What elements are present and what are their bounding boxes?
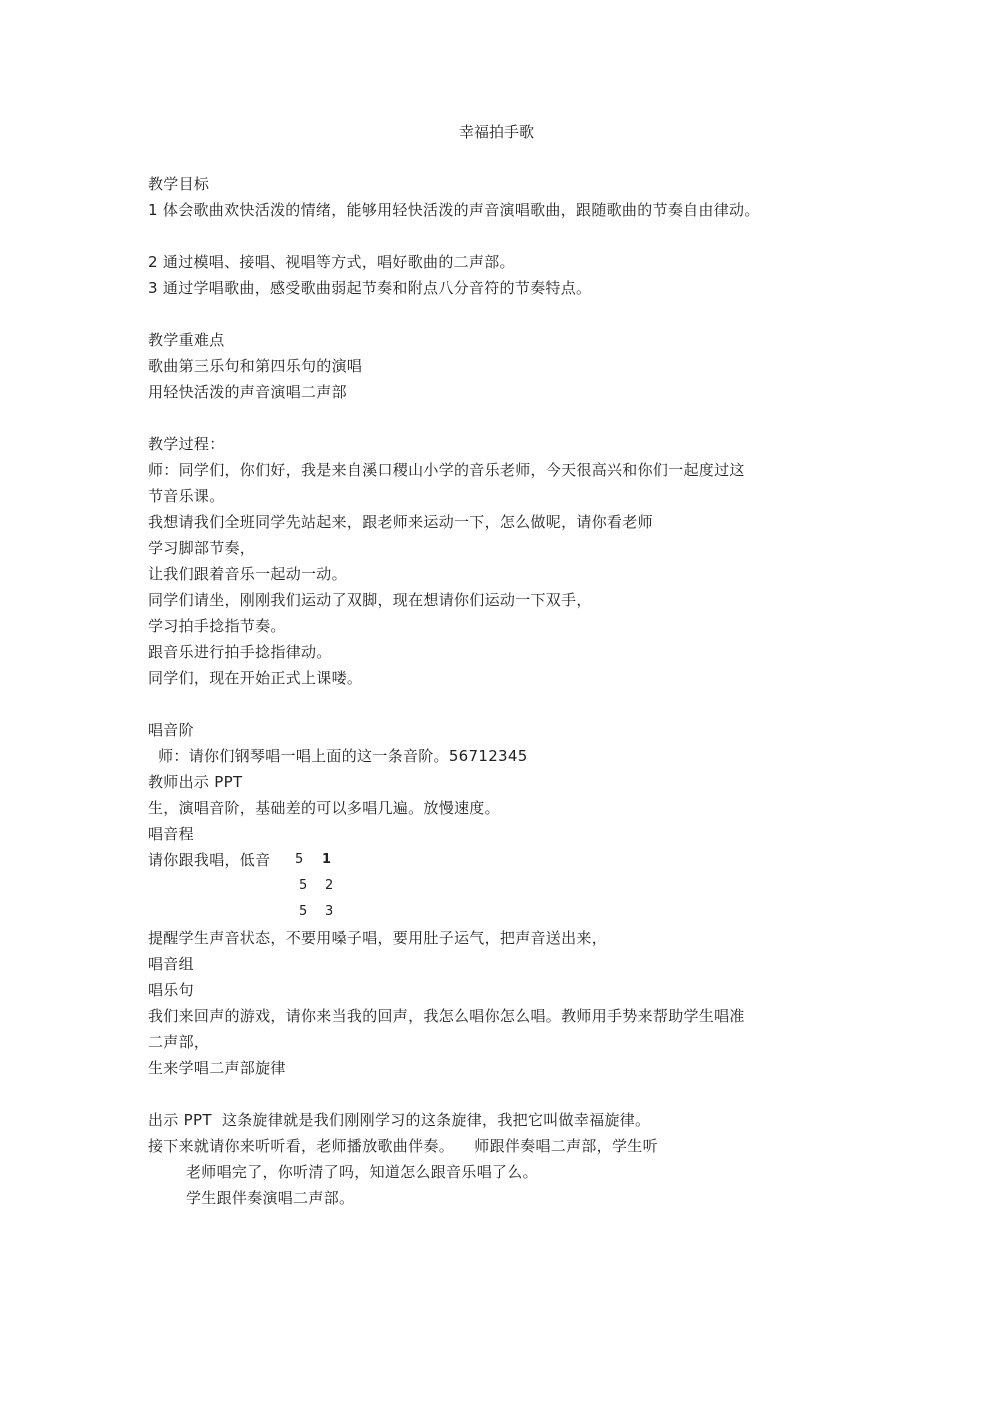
key-point-item-2: 用轻快活泼的声音演唱二声部 xyxy=(148,383,347,401)
scale-line-3: 生，演唱音阶，基础差的可以多唱几遍。放慢速度。 xyxy=(148,799,500,817)
interval-high-3: 3 xyxy=(325,904,334,919)
process-line-9: 同学们，现在开始正式上课喽。 xyxy=(148,669,363,687)
phrase-line-3: 生来学唱二声部旋律 xyxy=(148,1059,286,1077)
ending-line-1: 出示 PPT 这条旋律就是我们刚刚学习的这条旋律，我把它叫做幸福旋律。 xyxy=(148,1111,651,1129)
objective-item-3: 3 通过学唱歌曲，感受歌曲弱起节奏和附点八分音符的节奏特点。 xyxy=(148,279,592,297)
phrase-line-2: 二声部， xyxy=(148,1033,210,1051)
interval-low-3: 5 xyxy=(299,904,308,919)
scale-line-1: 师：请你们钢琴唱一唱上面的这一条音阶。56712345 xyxy=(148,747,528,765)
interval-high-2: 2 xyxy=(325,878,334,893)
group-heading: 唱音组 xyxy=(148,955,194,973)
process-line-8: 跟音乐进行拍手捻指律动。 xyxy=(148,643,332,661)
phrase-line-1: 我们来回声的游戏，请你来当我的回声，我怎么唱你怎么唱。教师用手势来帮助学生唱准 xyxy=(148,1007,745,1025)
intervals-intro: 请你跟我唱，低音 xyxy=(148,851,271,869)
objectives-heading: 教学目标 xyxy=(148,175,210,193)
phrase-heading: 唱乐句 xyxy=(148,981,194,999)
interval-high-1: 1 xyxy=(322,852,332,867)
interval-low-2: 5 xyxy=(299,878,308,893)
process-line-4: 学习脚部节奏， xyxy=(148,539,256,557)
key-point-item-1: 歌曲第三乐句和第四乐句的演唱 xyxy=(148,357,363,375)
process-line-2: 节音乐课。 xyxy=(148,487,225,505)
ending-line-2: 接下来就请你来听听看，老师播放歌曲伴奏。 师跟伴奏唱二声部，学生听 xyxy=(148,1137,658,1155)
process-line-1: 师：同学们，你们好，我是来自溪口稷山小学的音乐老师，今天很高兴和你们一起度过这 xyxy=(148,461,745,479)
scale-heading: 唱音阶 xyxy=(148,721,194,739)
process-heading: 教学过程： xyxy=(148,435,225,453)
process-line-7: 学习拍手捻指节奏。 xyxy=(148,617,286,635)
ending-line-4: 学生跟伴奏演唱二声部。 xyxy=(186,1189,355,1207)
objective-item-2: 2 通过模唱、接唱、视唱等方式，唱好歌曲的二声部。 xyxy=(148,253,515,271)
process-line-3: 我想请我们全班同学先站起来，跟老师来运动一下，怎么做呢，请你看老师 xyxy=(148,513,653,531)
intervals-heading: 唱音程 xyxy=(148,825,194,843)
key-points-heading: 教学重难点 xyxy=(148,331,225,349)
scale-line-2: 教师出示 PPT xyxy=(148,773,243,791)
process-line-6: 同学们请坐，刚刚我们运动了双脚，现在想请你们运动一下双手， xyxy=(148,591,592,609)
interval-low-1: 5 xyxy=(295,852,304,867)
objective-item-1: 1 体会歌曲欢快活泼的情绪，能够用轻快活泼的声音演唱歌曲，跟随歌曲的节奏自由律动。 xyxy=(148,201,760,219)
process-line-5: 让我们跟着音乐一起动一动。 xyxy=(148,565,347,583)
ending-line-3: 老师唱完了，你听清了吗，知道怎么跟音乐唱了么。 xyxy=(186,1163,538,1181)
intervals-reminder: 提醒学生声音状态，不要用嗓子唱，要用肚子运气，把声音送出来， xyxy=(148,929,608,947)
document-title: 幸福拍手歌 xyxy=(458,123,534,141)
